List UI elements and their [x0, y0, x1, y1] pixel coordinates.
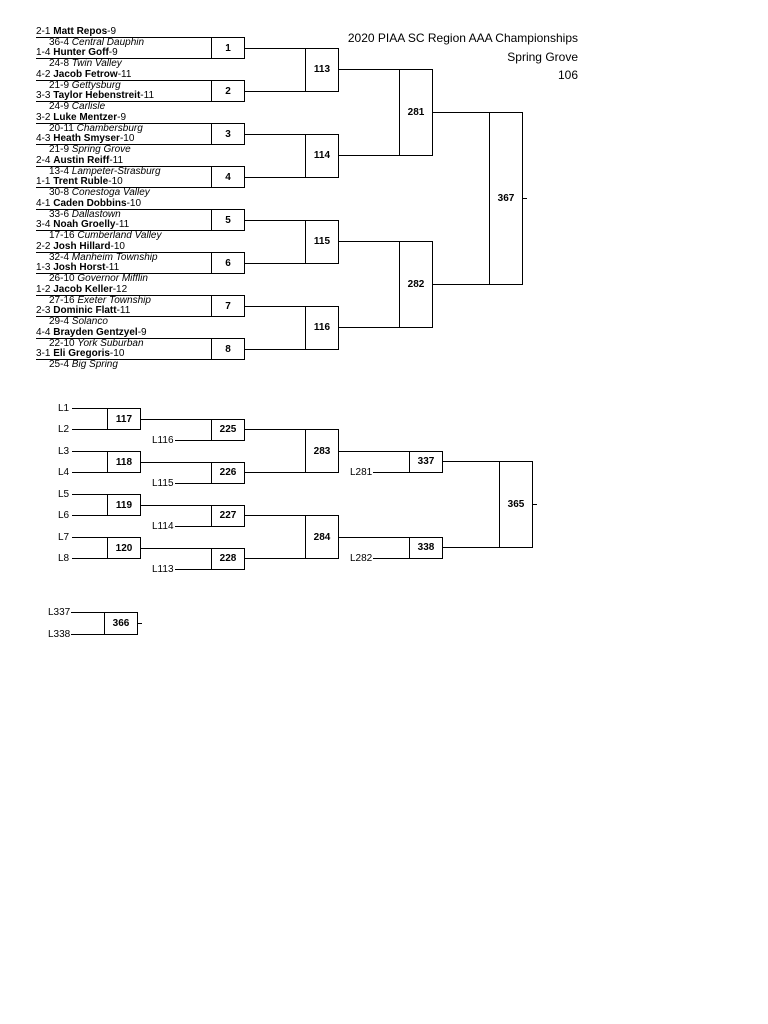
wrestler-grade: -11	[116, 305, 131, 316]
bout-box[interactable]: 284	[305, 515, 339, 559]
loser-label: L115	[152, 477, 174, 489]
bracket-line	[339, 155, 399, 156]
bout-box[interactable]: 4	[211, 166, 245, 188]
loser-label: L5	[58, 489, 70, 500]
wrestler-entry	[36, 69, 131, 80]
bracket-line	[245, 429, 305, 430]
bracket-line	[141, 462, 211, 463]
school-name: Conestoga Valley	[71, 187, 150, 198]
weight-class: 106	[557, 68, 578, 82]
school-entry	[49, 58, 122, 69]
school-name: Gettysburg	[71, 80, 121, 91]
wrestler-grade: -12	[112, 284, 128, 295]
bracket-line	[72, 494, 107, 495]
overall-record: 25-4	[49, 359, 70, 370]
seed-record: 2-1	[36, 26, 51, 37]
wrestler-entry	[36, 26, 116, 37]
wrestler-name: Hunter Goff	[53, 47, 109, 58]
bout-box[interactable]: 114	[305, 134, 339, 178]
bout-box[interactable]: 338	[409, 537, 443, 559]
wrestler-entry	[36, 198, 141, 209]
bout-box[interactable]: 120	[107, 537, 141, 559]
bracket-line	[141, 419, 211, 420]
seed-record: 4-4	[36, 327, 51, 338]
school-name: Manheim Township	[71, 252, 158, 263]
wrestler-entry	[36, 133, 134, 144]
school-name: Central Dauphin	[71, 37, 145, 48]
loser-label: L113	[152, 563, 174, 575]
bout-box[interactable]: 7	[211, 295, 245, 317]
school-entry	[49, 230, 161, 241]
wrestler-entry	[36, 262, 119, 273]
wrestler-line	[36, 316, 211, 317]
bracket-line	[433, 284, 489, 285]
bracket-line	[71, 612, 104, 613]
school-entry	[49, 144, 131, 155]
seed-record: 3-1	[36, 348, 51, 359]
school-name: Chambersburg	[76, 123, 143, 134]
seed-record: 2-3	[36, 305, 51, 316]
wrestler-entry	[36, 112, 126, 123]
bracket-line	[245, 472, 305, 473]
wrestler-grade: -10	[126, 198, 142, 209]
loser-label: L281	[350, 466, 373, 478]
seed-record: 1-4	[36, 47, 51, 58]
bracket-line	[245, 558, 305, 559]
wrestler-name: Jacob Keller	[53, 284, 113, 295]
bracket-line	[245, 220, 305, 221]
school-name: Spring Grove	[71, 144, 131, 155]
bracket-line	[72, 429, 107, 430]
wrestler-line	[36, 187, 211, 188]
wrestler-entry	[36, 155, 123, 166]
wrestler-entry	[36, 47, 118, 58]
school-name: Cumberland Valley	[77, 230, 162, 241]
school-name: Solanco	[71, 316, 108, 327]
bout-box[interactable]: 283	[305, 429, 339, 473]
overall-record: 20-11	[49, 123, 74, 134]
wrestler-line	[36, 58, 211, 59]
seed-record: 4-3	[36, 133, 51, 144]
bracket-line	[72, 451, 107, 452]
school-name: Carlisle	[71, 101, 106, 112]
bracket-line	[175, 483, 211, 484]
overall-record: 36-4	[49, 37, 70, 48]
seed-record: 4-2	[36, 69, 51, 80]
bracket-line	[339, 327, 399, 328]
wrestler-name: Austin Reiff	[53, 155, 110, 166]
bracket-line	[72, 472, 107, 473]
wrestler-name: Caden Dobbins	[53, 198, 127, 209]
bout-box[interactable]: 227	[211, 505, 245, 527]
wrestler-name: Noah Groelly	[53, 219, 116, 230]
tournament-site: Spring Grove	[507, 50, 578, 64]
bout-box[interactable]: 115	[305, 220, 339, 264]
school-name: Governor Mifflin	[77, 273, 148, 284]
wrestler-name: Josh Horst	[53, 262, 106, 273]
school-entry	[49, 316, 108, 327]
bracket-line	[245, 306, 305, 307]
wrestler-grade: -9	[107, 26, 117, 37]
wrestler-grade: -10	[119, 133, 135, 144]
bracket-line	[245, 48, 305, 49]
bout-box[interactable]: 282	[399, 241, 433, 328]
loser-label: L3	[58, 446, 70, 457]
bout-box[interactable]: 225	[211, 419, 245, 441]
wrestler-grade: -9	[108, 47, 118, 58]
wrestler-name: Taylor Hebenstreit	[53, 90, 141, 101]
wrestler-grade: -9	[117, 112, 127, 123]
wrestler-grade: -10	[108, 176, 123, 187]
wrestler-line	[36, 273, 211, 274]
bracket-line	[72, 515, 107, 516]
bracket-line	[72, 537, 107, 538]
school-name: Exeter Township	[77, 295, 151, 306]
bracket-line	[433, 112, 489, 113]
winner-tick	[523, 198, 527, 199]
overall-record: 21-9	[49, 80, 70, 91]
bout-box[interactable]: 6	[211, 252, 245, 274]
wrestler-line	[36, 230, 211, 231]
overall-record: 33-6	[49, 209, 70, 220]
overall-record: 13-4	[49, 166, 70, 177]
seed-record: 2-2	[36, 241, 51, 252]
wrestler-grade: -11	[115, 219, 130, 230]
bout-box[interactable]: 281	[399, 69, 433, 156]
wrestler-grade: -10	[109, 348, 125, 359]
wrestler-line	[36, 252, 211, 253]
wrestler-line	[36, 101, 211, 102]
seed-record: 1-2	[36, 284, 51, 295]
wrestler-name: Luke Mentzer	[53, 112, 118, 123]
school-name: Twin Valley	[71, 58, 122, 69]
wrestler-line	[36, 359, 211, 360]
winner-tick	[533, 504, 537, 505]
seed-record: 3-3	[36, 90, 51, 101]
bout-box[interactable]: 337	[409, 451, 443, 473]
loser-label: L114	[152, 520, 174, 532]
bout-box[interactable]: 8	[211, 338, 245, 360]
school-entry	[49, 273, 148, 284]
wrestler-entry	[36, 176, 123, 187]
wrestler-line	[36, 209, 211, 210]
overall-record: 32-4	[49, 252, 70, 263]
wrestler-line	[36, 338, 211, 339]
wrestler-grade: -9	[137, 327, 147, 338]
wrestler-line	[36, 166, 211, 167]
wrestler-entry	[36, 284, 127, 295]
wrestler-name: Dominic Flatt	[53, 305, 117, 316]
wrestler-grade: -11	[109, 155, 124, 166]
wrestler-grade: -11	[140, 90, 155, 101]
seed-record: 4-1	[36, 198, 51, 209]
wrestler-line	[36, 37, 211, 38]
wrestler-name: Trent Ruble	[53, 176, 109, 187]
wrestler-name: Eli Gregoris	[53, 348, 110, 359]
bracket-line	[373, 472, 409, 473]
wrestler-entry	[36, 219, 129, 230]
loser-label: L1	[58, 403, 70, 414]
bout-box[interactable]: 1	[211, 37, 245, 59]
overall-record: 27-16	[49, 295, 75, 306]
overall-record: 17-16	[49, 230, 75, 241]
overall-record: 24-8	[49, 58, 70, 69]
overall-record: 26-10	[49, 273, 75, 284]
wrestler-line	[36, 144, 211, 145]
bout-box[interactable]: 119	[107, 494, 141, 516]
loser-label: L116	[152, 434, 174, 446]
bracket-line	[72, 558, 107, 559]
bout-box[interactable]: 117	[107, 408, 141, 430]
wrestler-entry	[36, 348, 124, 359]
wrestler-name: Matt Repos	[53, 26, 108, 37]
overall-record: 30-8	[49, 187, 70, 198]
school-entry	[49, 101, 105, 112]
seed-record: 3-2	[36, 112, 51, 123]
loser-label: L337	[48, 607, 71, 618]
wrestler-line	[36, 295, 211, 296]
bracket-line	[339, 69, 399, 70]
bout-box[interactable]: 118	[107, 451, 141, 473]
overall-record: 24-9	[49, 101, 70, 112]
bracket-line	[245, 91, 305, 92]
bracket-line	[245, 263, 305, 264]
winner-tick	[138, 623, 142, 624]
seed-record: 2-4	[36, 155, 51, 166]
wrestler-entry	[36, 241, 125, 252]
bout-box[interactable]: 3	[211, 123, 245, 145]
bout-box[interactable]: 2	[211, 80, 245, 102]
bracket-line	[339, 241, 399, 242]
wrestler-name: Heath Smyser	[53, 133, 120, 144]
third-place-bout-box[interactable]: 365	[499, 461, 533, 548]
loser-label: L338	[48, 629, 71, 640]
bracket-line	[245, 349, 305, 350]
wrestler-name: Josh Hillard	[53, 241, 111, 252]
wrestler-name: Brayden Gentzyel	[53, 327, 138, 338]
bout-box[interactable]: 113	[305, 48, 339, 92]
bracket-line	[175, 440, 211, 441]
school-name: Dallastown	[71, 209, 121, 220]
bout-box[interactable]: 5	[211, 209, 245, 231]
final-bout-box[interactable]: 367	[489, 112, 523, 285]
school-entry	[49, 187, 150, 198]
wrestler-entry	[36, 90, 154, 101]
school-name: York Suburban	[77, 338, 144, 349]
bracket-line	[373, 558, 409, 559]
wrestler-grade: -11	[117, 69, 132, 80]
wrestler-grade: -10	[110, 241, 125, 252]
bracket-line	[245, 515, 305, 516]
seed-record: 1-3	[36, 262, 51, 273]
wrestler-grade: -11	[105, 262, 120, 273]
wrestler-entry	[36, 327, 147, 338]
bracket-line	[245, 177, 305, 178]
overall-record: 29-4	[49, 316, 70, 327]
loser-label: L2	[58, 424, 70, 435]
seed-record: 1-1	[36, 176, 51, 187]
wrestler-entry	[36, 305, 130, 316]
wrestler-line	[36, 123, 211, 124]
bracket-line	[443, 461, 499, 462]
school-entry	[49, 359, 118, 370]
bracket-line	[245, 134, 305, 135]
bracket-line	[175, 569, 211, 570]
loser-label: L8	[58, 553, 70, 564]
overall-record: 22-10	[49, 338, 75, 349]
bracket-line	[339, 537, 409, 538]
school-name: Big Spring	[71, 359, 118, 370]
wrestler-line	[36, 80, 211, 81]
loser-label: L4	[58, 467, 70, 478]
loser-label: L6	[58, 510, 70, 521]
loser-label: L7	[58, 532, 70, 543]
bracket-line	[141, 548, 211, 549]
bracket-line	[141, 505, 211, 506]
school-name: Lampeter-Strasburg	[71, 166, 161, 177]
wrestler-name: Jacob Fetrow	[53, 69, 118, 80]
tournament-title: 2020 PIAA SC Region AAA Championships	[347, 31, 578, 45]
bracket-line	[339, 451, 409, 452]
bracket-line	[71, 634, 104, 635]
seed-record: 3-4	[36, 219, 51, 230]
bout-box[interactable]: 228	[211, 548, 245, 570]
overall-record: 21-9	[49, 144, 70, 155]
fifth-place-bout-box[interactable]: 366	[104, 612, 138, 635]
bout-box[interactable]: 116	[305, 306, 339, 350]
bracket-line	[72, 408, 107, 409]
bracket-line	[175, 526, 211, 527]
bracket-line	[443, 547, 499, 548]
loser-label: L282	[350, 552, 373, 564]
bout-box[interactable]: 226	[211, 462, 245, 484]
